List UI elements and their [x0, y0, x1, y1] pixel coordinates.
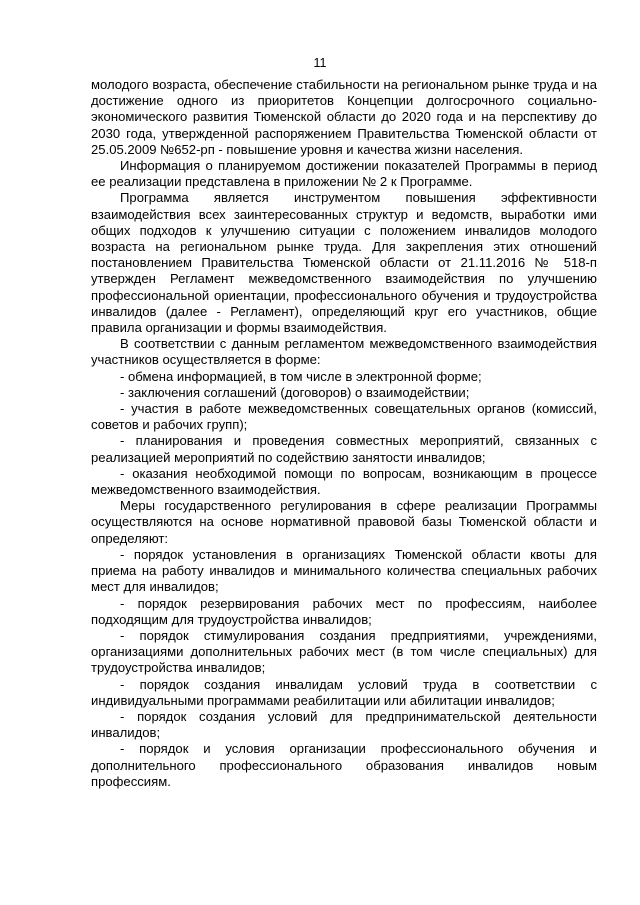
paragraph: молодого возраста, обеспечение стабильности на региональном рынке труда и на достижение одного из приоритетов Концепции долгосрочного социально-экономического развития Тюменской области до 2020 года и на перспективу до 2030 года, утвержденной распоряжением Правительства Тюменской области от 25.05.2009 №652-рп - повышение уровня и качества жизни населения. — [91, 77, 597, 157]
paragraph: Программа является инструментом повышения эффективности взаимодействия всех заинтересованных структур и ведомств, выработки ими общих подходов к улучшению ситуации с положением инвалидов молодого возраста на региональном рынке труда. Для закрепления этих отношений постановлением Правительства Тюменской области от 21.11.2016 № 518-п утвержден Регламент межведомственного взаимодействия по улучшению профессиональной ориентации, профессионального обучения и трудоустройства инвалидов (далее - Регламент), определяющий круг его участников, общие правила организации и формы взаимодействия. — [91, 190, 597, 336]
list-item: - порядок стимулирования создания предприятиями, учреждениями, организациями дополнительных рабочих мест (в том числе специальных) для трудоустройства инвалидов; — [91, 627, 597, 676]
list-item: - участия в работе межведомственных совещательных органов (комиссий, советов и рабочих групп); — [91, 401, 597, 433]
page-number: 11 — [313, 56, 327, 70]
list-item: - порядок и условия организации профессионального обучения и дополнительного профессионального образования инвалидов новым профессиям. — [91, 741, 597, 789]
document-body — [91, 77, 597, 790]
list-item: - порядок установления в организациях Тюменской области квоты для приема на работу инвалидов и минимального количества специальных рабочих мест для инвалидов; — [91, 546, 597, 595]
paragraph: В соответствии с данным регламентом межведомственного взаимодействия участников осуществляется в форме: — [91, 336, 597, 368]
list-item: - оказания необходимой помощи по вопросам, возникающим в процессе межведомственного взаимодействия. — [91, 465, 597, 498]
list-item: - порядок резервирования рабочих мест по профессиям, наиболее подходящим для трудоустройства инвалидов; — [91, 595, 597, 627]
list-item: - порядок создания инвалидам условий труда в соответствии с индивидуальными программами реабилитации или абилитации инвалидов; — [91, 676, 597, 708]
paragraph: Информация о планируемом достижении показателей Программы в период ее реализации представлена в приложении № 2 к Программе. — [91, 158, 597, 190]
paragraph: Меры государственного регулирования в сфере реализации Программы осуществляются на основе нормативной правовой базы Тюменской области и определяют: — [91, 498, 597, 546]
list-item: - порядок создания условий для предпринимательской деятельности инвалидов; — [91, 708, 597, 741]
list-item: - обмена информацией, в том числе в электронной форме; — [120, 368, 482, 384]
list-item: - планирования и проведения совместных мероприятий, связанных с реализацией мероприятий по содействию занятости инвалидов; — [91, 433, 597, 465]
list-item: - заключения соглашений (договоров) о взаимодействии; — [120, 384, 470, 400]
